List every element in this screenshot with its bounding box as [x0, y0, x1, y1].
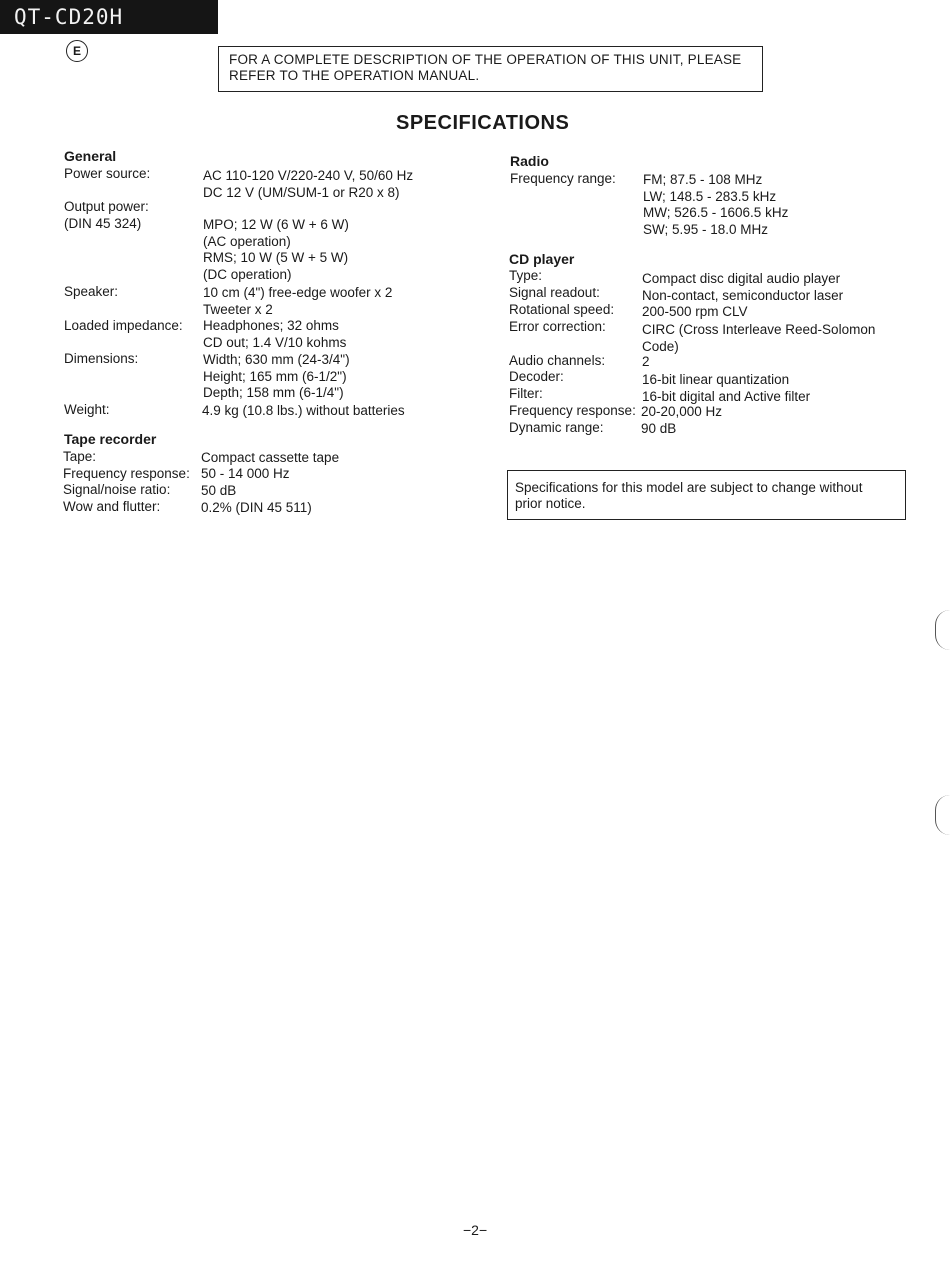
spec-value — [202, 403, 405, 420]
spec-label: Wow and flutter: — [63, 499, 161, 514]
spec-label — [64, 199, 149, 232]
value-line: MPO; 12 W (6 W + 6 W) — [203, 217, 349, 232]
spec-value: 50 - 14 000 Hz — [201, 466, 290, 481]
spec-label: Speaker: — [64, 284, 119, 299]
value-line: CD out; 1.4 V/10 kohms — [203, 334, 347, 350]
value-line: RMS; 10 W (5 W + 5 W) — [203, 250, 349, 266]
spec-value — [203, 352, 350, 402]
spec-label: Filter: — [509, 386, 543, 401]
value-line: 10 cm (4") free-edge woofer x 2 — [203, 285, 393, 300]
spec-label: Decoder: — [509, 369, 564, 384]
value-line: CIRC (Cross Interleave Reed-Solomon — [642, 322, 876, 337]
spec-value — [203, 318, 346, 351]
label-line: (DIN 45 324) — [64, 215, 142, 231]
spec-label: Frequency range: — [510, 171, 616, 186]
value-line: Width; 630 mm (24-3/4") — [203, 352, 350, 367]
value-line: (AC operation) — [203, 233, 291, 249]
spec-value: 16-bit digital and Active filter — [642, 389, 811, 404]
value-line: Height; 165 mm (6-1/2") — [203, 368, 347, 384]
value-line: Tweeter x 2 — [203, 301, 273, 317]
binder-hole-mark — [935, 795, 950, 835]
spec-value: 90 dB — [641, 421, 677, 436]
spec-label: Dimensions: — [64, 351, 139, 366]
spec-value: 20-20,000 Hz — [641, 404, 723, 419]
tape-recorder-heading: Tape recorder — [64, 431, 157, 447]
spec-label: Power source: — [64, 166, 151, 181]
spec-value — [643, 172, 788, 239]
spec-label: Loaded impedance: — [64, 318, 183, 333]
spec-value: 200-500 rpm CLV — [642, 304, 748, 319]
spec-label: Frequency response: — [63, 466, 190, 481]
notice-line-1: Specifications for this model are subject to change without — [515, 480, 863, 495]
notice-line-1: FOR A COMPLETE DESCRIPTION OF THE OPERATION OF THIS UNIT, PLEASE — [229, 52, 742, 67]
spec-label: Weight: — [64, 402, 110, 417]
spec-label: Audio channels: — [509, 353, 606, 368]
spec-value: 16-bit linear quantization — [642, 372, 790, 387]
spec-value: Compact cassette tape — [201, 450, 340, 465]
cd-player-heading: CD player — [509, 251, 575, 267]
spec-label: Tape: — [63, 449, 97, 464]
spec-value — [642, 322, 875, 355]
value-line: DC 12 V (UM/SUM-1 or R20 x 8) — [203, 184, 400, 200]
value-line: Code) — [642, 338, 679, 354]
binder-hole-mark — [935, 610, 950, 650]
page-title: SPECIFICATIONS — [396, 112, 570, 134]
value-line: Headphones; 32 ohms — [203, 318, 339, 333]
value-line: SW; 5.95 - 18.0 MHz — [643, 222, 769, 238]
spec-value — [203, 285, 392, 318]
spec-value — [203, 168, 413, 201]
page-number: −2− — [463, 1222, 488, 1238]
general-heading: General — [64, 148, 117, 164]
specifications-change-notice — [507, 470, 906, 520]
value-line: 4.9 kg (10.8 lbs.) without batteries — [202, 403, 405, 418]
spec-label: Error correction: — [509, 319, 606, 334]
spec-label: Signal/noise ratio: — [63, 482, 171, 497]
value-line: (DC operation) — [203, 267, 292, 283]
spec-label: Dynamic range: — [509, 420, 604, 435]
spec-value: 50 dB — [201, 483, 237, 498]
spec-value — [203, 217, 349, 284]
spec-label: Signal readout: — [509, 285, 600, 300]
region-mark: E — [66, 40, 88, 62]
value-line: Depth; 158 mm (6-1/4") — [203, 385, 344, 401]
notice-line-2: REFER TO THE OPERATION MANUAL. — [229, 68, 480, 83]
radio-heading: Radio — [510, 153, 549, 169]
value-line: AC 110-120 V/220-240 V, 50/60 Hz — [203, 168, 414, 183]
label-line: Output power: — [64, 199, 149, 214]
spec-value: Compact disc digital audio player — [642, 271, 841, 286]
spec-label: Type: — [509, 268, 543, 283]
value-line: LW; 148.5 - 283.5 kHz — [643, 188, 777, 204]
spec-value: 2 — [642, 354, 650, 369]
operation-manual-notice — [218, 46, 763, 92]
spec-label: Rotational speed: — [509, 302, 615, 317]
spec-value: Non-contact, semiconductor laser — [642, 288, 844, 303]
model-badge: QT-CD20H — [0, 0, 218, 34]
spec-value: 0.2% (DIN 45 511) — [201, 500, 312, 515]
spec-label: Frequency response: — [509, 403, 636, 418]
notice-line-2: prior notice. — [515, 496, 586, 511]
value-line: MW; 526.5 - 1606.5 kHz — [643, 205, 789, 221]
value-line: FM; 87.5 - 108 MHz — [643, 172, 763, 187]
